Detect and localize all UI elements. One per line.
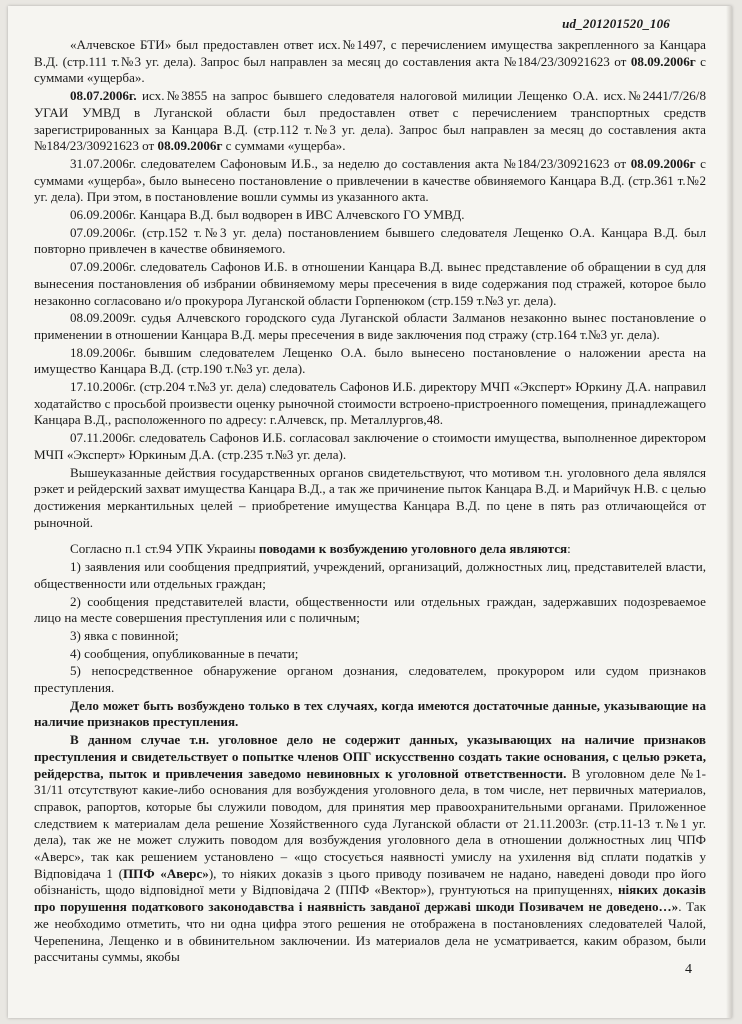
page-number: 4 [685,962,692,977]
text-run: 07.09.2006г. (стр.152 т.№3 уг. дела) постановлением бывшего следователя Лещенко О.А. Канцара В.Д. был повторно привлечен в качестве обвиняемого. [34,224,706,257]
bold-text-run: 08.07.2006г. [70,88,137,104]
bold-text-run: В данном случае т.н. уголовное дело не содержит данных, указывающих на наличие признаков преступления и свидетельствует о попытке членов ОПГ искусственно создать такие основания, с целью рэкета, рейдерства, пыток и привлечения заведомо невиновных к уголовной ответственности. [34,732,706,781]
text-run: с суммами «ущерба». [222,138,346,154]
paragraph [34,465,706,532]
bold-text-run: 08.09.2006г [630,53,696,69]
paragraph [34,698,706,731]
text-run: 07.11.2006г. следователь Сафонов И.Б. согласовал заключение о стоимости имущества, выполненное директором МЧП «Эксперт» Юркиным Д.А. (стр.235 т.№3 уг. дела). [34,430,706,462]
text-run: . Так же необходимо отметить, что ни одна цифра этого решения не отображена в постановлениях следователей Чалой, Черепенина, Лещенко и в обвинительном заключении. Из материалов дела не усматривается, каким образом, были рассчитаны суммы, якобы [34,899,706,965]
text-run: 08.09.2009г. судья Алчевского городского суда Луганской области Залманов незаконно вынес постановление о применении в отношении Канцара В.Д. меры пресечения в виде заключения под стражу (стр.164 т.№3 уг. дела). [34,310,706,342]
paragraph [34,156,706,206]
paragraph [34,559,706,592]
document-id: ud_201201520_106 [562,16,670,31]
text-run: с суммами «ущерба», было вынесено постановление о привлечении в качестве обвиняемого Канцара В.Д. (стр.361 т.№2 уг. дела). При этом, в постановление вошли суммы из указанного акта. [34,155,706,205]
paragraph [34,732,706,966]
text-run: 07.09.2006г. следователь Сафонов И.Б. в отношении Канцара В.Д. вынес представление об обращении в суд для вынесения постановления об избрании обвиняемому меры пресечения в виде содержания под стражей, которое было незаконно согласовано и/о прокурора Луганской области Горпенюком (стр.159 т.№3 уг. дела). [34,259,706,308]
text-run: 17.10.2006г. (стр.204 т.№3 уг. дела) следователь Сафонов И.Б. директору МЧП «Эксперт» Юркину Д.А. направил ходатайство с просьбой произвести оценку рыночной стоимости встроено-пристроенного помещения, принадлежащего Канцара В.Д., расположенного по адресу: г.Алчевск, пр. Металлургов,48. [34,379,706,428]
text-run: 3) явка с повинной; [70,627,179,643]
text-run: 06.09.2006г. Канцара В.Д. был водворен в ИВС Алчевского ГО УМВД. [70,207,465,223]
text-run: : [567,541,571,557]
paragraph [34,345,706,378]
paragraph [34,541,706,558]
text-run: 5) непосредственное обнаружение органом дознания, следователем, прокурором или судом признаков преступления. [34,663,706,696]
paragraph [34,430,706,463]
paragraph [34,379,706,429]
paragraph [34,628,706,645]
bold-text-run: 08.09.2006г [157,138,223,154]
bold-text-run: ніяких доказів про порушення податкового законодавства і наявність завданої державі шкоди Позивачем не доведено…» [34,882,706,915]
document-page [8,6,732,1018]
text-run: «Алчевское БТИ» был предоставлен ответ исх.№1497, с перечислением имущества закрепленного за Канцара В.Д. (стр.111 т.№3 уг. дела). Запрос был направлен за месяц до составления акта №184/23/30921623 от [34,37,706,69]
text-run: 2) сообщения представителей власти, общественности или отдельных граждан, задержавших подозреваемое лицо на месте совершения преступления или с поличным; [34,593,706,626]
paragraph [34,663,706,696]
document-body [34,37,706,967]
text-run: 18.09.2006г. бывшим следователем Лещенко О.А. было вынесено постановление о наложении ареста на имущество Канцара В.Д. (стр.190 т.№3 уг. дела). [34,344,706,377]
paragraph [34,310,706,343]
text-run: 31.07.2006г. следователем Сафоновым И.Б., за неделю до составления акта №184/23/30921623 от [70,155,631,171]
scan-edge-shadow [726,6,732,1018]
text-run: 4) сообщения, опубликованные в печати; [70,645,299,661]
text-run: 1) заявления или сообщения предприятий, учреждений, организаций, должностных лиц, представителей власти, общественности или отдельных граждан; [34,559,706,591]
text-run: исх.№3855 на запрос бывшего следователя налоговой милиции Лещенко О.А. исх.№2441/7/26/8 УГАИ УМВД в Луганской области был предоставлен ответ с перечислением транспортных средств зарегистрированных за Канцара В.Д. (стр.112 т.№3 уг. дела). Запрос был направлен за месяц до составления акта №184/23/30921623 от [34,88,706,154]
text-run: В уголовном деле №1-31/11 отсутствуют какие-либо основания для возбуждения уголовного дела, в том числе, нет первичных материалов, справок, рапортов, которые бы служили поводом, для принятия мер правоохранительными органами. Приложенное следствием к материалам дела решение Хозяйственного суда Луганской области от 21.11.2003г. (стр.11-13 т.№1 уг. дела), так же не может служить поводом для возбуждения уголовного дела в отношении должностных лиц ЧПФ «Аверс», так как решением установлено – «що стосується наявності умислу на ухилення від сплати податків у Відповідача 1 ( [34,765,706,881]
text-run: Вышеуказанные действия государственных органов свидетельствуют, что мотивом т.н. уголовного дела являлся рэкет и рейдерский захват имущества Канцара В.Д., а так же причинение пыток Канцара В.Д. и Марийчук Н.В. с целью достижения меркантильных целей – приобретение имущества Канцара В.Д. по цене в пять раз отличающейся от рыночной. [34,464,706,530]
bold-text-run: Дело может быть возбуждено только в тех случаях, когда имеются достаточные данные, указывающие на наличие признаков преступления. [34,697,706,730]
paragraph [34,37,706,87]
paragraph [34,207,706,224]
text-run: с суммами «ущерба». [34,53,706,86]
paragraph [34,88,706,155]
paragraph [34,646,706,663]
text-run: ), то ніяких доказів з цього приводу позивачем не надано, наведені доводи про його обізнаність, щодо відповідної мети у Відповідача 2 (ППФ «Вектор»), грунтуються на припущеннях, [34,865,706,898]
text-run: Согласно п.1 ст.94 УПК Украины [70,541,259,557]
paragraph [34,225,706,258]
paragraph [34,259,706,309]
paragraph [34,594,706,627]
bold-text-run: 08.09.2006г [630,155,696,171]
bold-text-run: поводами к возбуждению уголовного дела являются [258,541,568,557]
bold-text-run: ППФ «Аверс» [123,865,209,881]
